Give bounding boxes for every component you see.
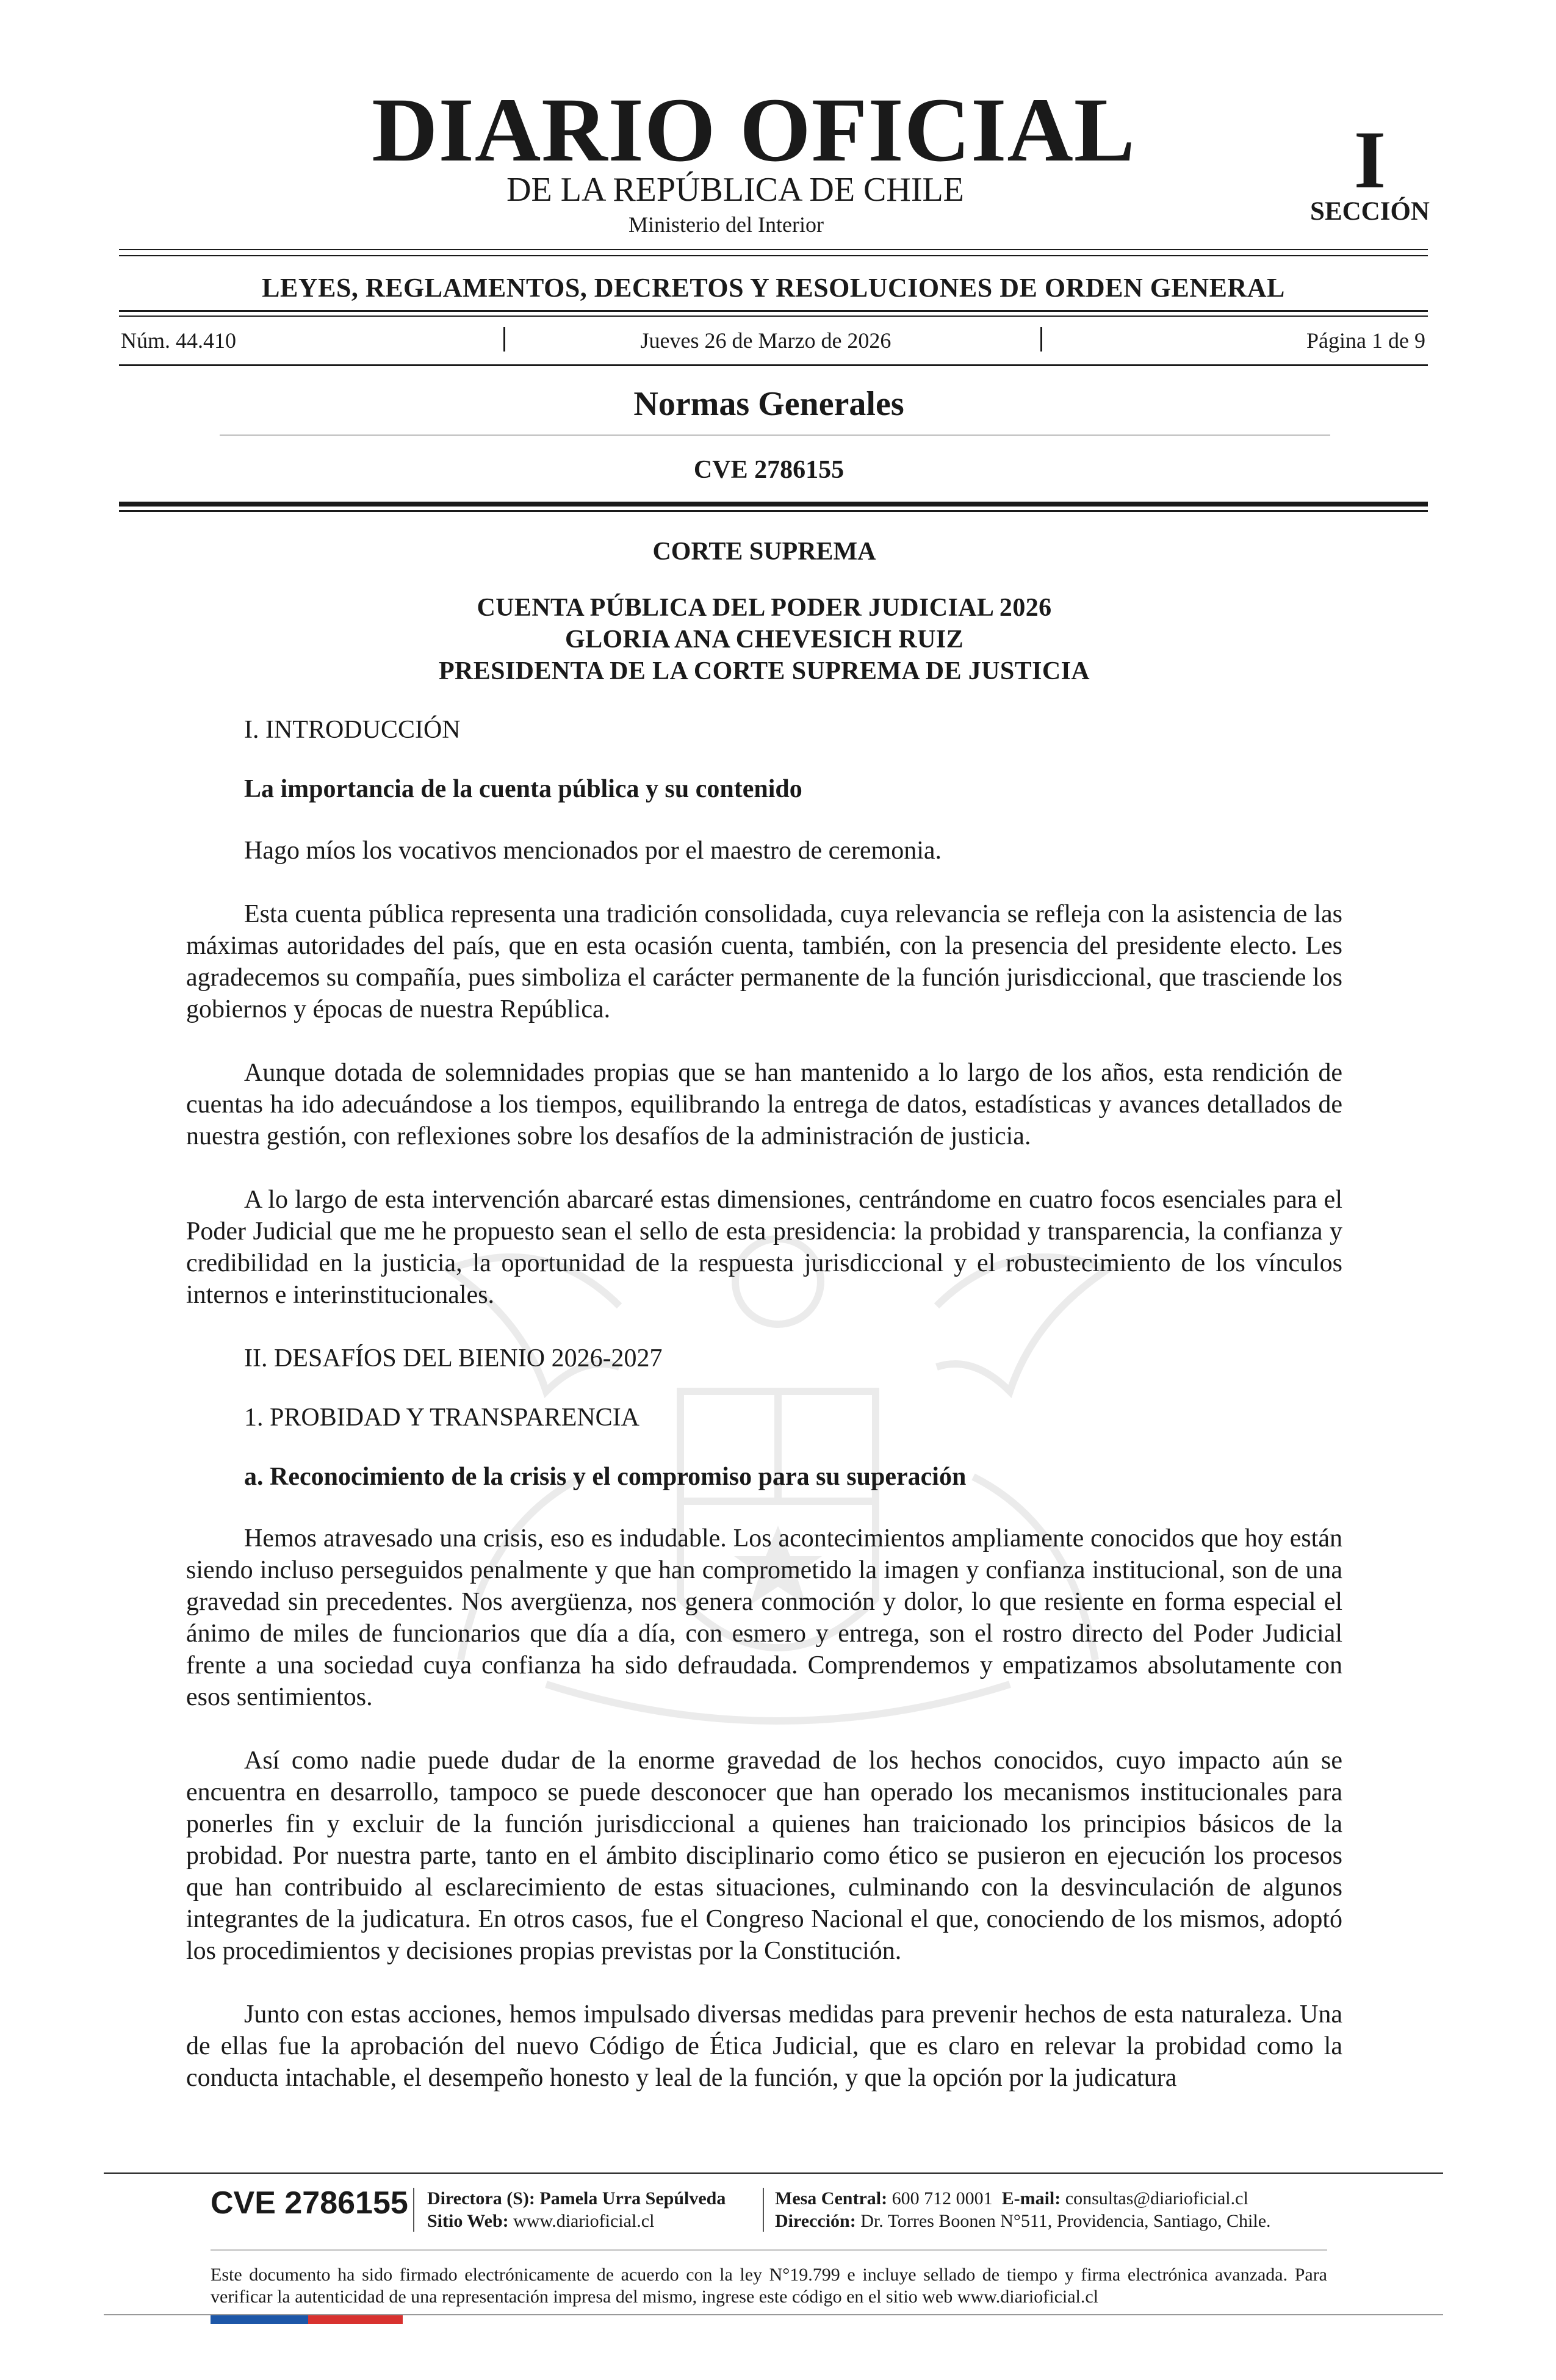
footer-rule-mid xyxy=(211,2249,1327,2251)
subsection-probity-heading: 1. PROBIDAD Y TRANSPARENCIA xyxy=(244,1404,640,1432)
footer-director-block xyxy=(427,2187,726,2232)
paragraph: Hemos atravesado una crisis, eso es indudable. Los acontecimientos ampliamente conocidos que hoy están siendo incluso perseguidos penalmente y que han comprometido la imagen y confianza institucional, son de una gravedad sin precedentes. Nos avergüenza, nos genera conmoción y dolor, lo que resiente en forma especial el ánimo de miles de funcionarios que día a día, con esmero y entrega, son el rostro directo del Poder Judicial frente a una sociedad cuya confianza ha sido defraudada. Comprendemos y empatizamos absolutamente con esos sentimientos. xyxy=(186,1524,1342,1711)
header-rule-light xyxy=(119,510,1428,512)
paragraph: Esta cuenta pública representa una tradición consolidada, cuya relevancia se refleja con la asistencia de las máximas autoridades del país, que en esta ocasión cuenta, también, con la presencia del presidente electo. Les agradecemos su compañía, pues simboliza el carácter permanente de la función jurisdiccional, que trasciende los gobiernos y épocas de nuestra República. xyxy=(186,900,1342,1023)
title-line: CUENTA PÚBLICA DEL PODER JUDICIAL 2026 xyxy=(477,594,1052,622)
ministry-label: Ministerio del Interior xyxy=(629,212,824,237)
category-title: Normas Generales xyxy=(633,385,904,423)
flag-stripe-blue xyxy=(211,2315,308,2324)
mesa-label: Mesa Central: xyxy=(775,2188,888,2209)
director-name: Pamela Urra Sepúlveda xyxy=(539,2188,726,2209)
meta-separator xyxy=(1040,327,1042,352)
meta-rule-top xyxy=(119,310,1428,312)
footer-divider xyxy=(413,2188,414,2232)
header-rule-heavy xyxy=(119,502,1428,507)
masthead-rule-bottom xyxy=(119,255,1428,256)
title-line: PRESIDENTA DE LA CORTE SUPREMA DE JUSTICIA xyxy=(438,657,1090,685)
section-heading: LEYES, REGLAMENTOS, DECRETOS Y RESOLUCIONES DE ORDEN GENERAL xyxy=(262,273,1285,303)
section-label: SECCIÓN xyxy=(1310,197,1430,226)
address-value: Dr. Torres Boonen N°511, Providencia, Santiago, Chile. xyxy=(860,2211,1271,2231)
title-line: GLORIA ANA CHEVESICH RUIZ xyxy=(565,626,963,654)
email-label: E-mail: xyxy=(1001,2188,1061,2209)
legal-notice: Este documento ha sido firmado electrónicamente de acuerdo con la ley N°19.799 e incluye sellado de tiempo y firma electrónica avanzada. Para verificar la autenticidad de una representación impresa del mismo, ingrese este código en el sitio web www.diarioficial.cl xyxy=(211,2265,1327,2307)
footer-cve-code: CVE 2786155 xyxy=(211,2185,408,2221)
document-body xyxy=(186,536,1342,2126)
issue-date: Jueves 26 de Marzo de 2026 xyxy=(640,328,891,353)
issue-number: Núm. 44.410 xyxy=(121,328,236,353)
address-label: Dirección: xyxy=(775,2211,856,2231)
masthead-subtitle: DE LA REPÚBLICA DE CHILE xyxy=(506,171,964,209)
flag-stripe-red xyxy=(308,2315,403,2324)
paragraph: A lo largo de esta intervención abarcaré estas dimensiones, centrándome en cuatro focos esenciales para el Poder Judicial que me he propuesto sean el sello de esta presidencia: la probidad y transparencia, la confianza y credibilidad en la justicia, la oportunidad de la respuesta jurisdiccional y el robustecimiento de los vínculos internos e interinstitucionales. xyxy=(186,1186,1342,1309)
web-link[interactable]: www.diarioficial.cl xyxy=(513,2211,655,2231)
section-numeral: I xyxy=(1353,115,1386,206)
masthead-title: DIARIO OFICIAL xyxy=(372,79,1136,181)
institution-heading: CORTE SUPREMA xyxy=(652,538,876,566)
paragraph: Aunque dotada de solemnidades propias que se han mantenido a lo largo de los años, esta rendición de cuentas ha ido adecuándose a los tiempos, equilibrando la entrega de datos, estadísticas y avances detallados de nuestra gestión, con reflexiones sobre los desafíos de la administración de justicia. xyxy=(186,1059,1342,1150)
section-intro-heading: I. INTRODUCCIÓN xyxy=(244,716,461,744)
footer-rule-top xyxy=(104,2173,1443,2174)
masthead-rule-top xyxy=(119,249,1428,250)
subhead-crisis: a. Reconocimiento de la crisis y el compromiso para su superación xyxy=(244,1463,967,1491)
page-indicator: Página 1 de 9 xyxy=(1306,328,1425,353)
footer-divider xyxy=(763,2188,764,2232)
category-rule xyxy=(220,435,1330,436)
meta-rule-top-2 xyxy=(119,316,1428,317)
cve-code: CVE 2786155 xyxy=(693,456,845,484)
document-title xyxy=(186,592,1342,687)
email-link[interactable]: consultas@diarioficial.cl xyxy=(1065,2188,1248,2209)
paragraph: Así como nadie puede dudar de la enorme gravedad de los hechos conocidos, cuyo impacto aún se encuentra en desarrollo, tampoco se puede desconocer que han operado los mecanismos institucionales para ponerles fin y excluir de la función jurisdiccional a quienes han traicionado los principios básicos de la probidad. Por nuestra parte, tanto en el ámbito disciplinario como ético se pusieron en ejecución los procesos que han contribuido al esclarecimiento de estas situaciones, culminando con la desvinculación de algunos integrantes de la judicatura. En otros casos, fue el Congreso Nacional el que, conociendo de los mismos, adoptó los procedimientos y decisiones propias previstas por la Constitución. xyxy=(186,1747,1342,1965)
subhead-importance: La importancia de la cuenta pública y su contenido xyxy=(244,775,802,803)
section-challenges-heading: II. DESAFÍOS DEL BIENIO 2026-2027 xyxy=(244,1344,663,1372)
web-label: Sitio Web: xyxy=(427,2211,509,2231)
mesa-phone: 600 712 0001 xyxy=(891,2188,993,2209)
meta-rule-bottom xyxy=(119,364,1428,366)
director-label: Directora (S): xyxy=(427,2188,535,2209)
meta-separator xyxy=(503,327,505,352)
paragraph: Junto con estas acciones, hemos impulsado diversas medidas para prevenir hechos de esta naturaleza. Una de ellas fue la aprobación del nuevo Código de Ética Judicial, que es claro en relevar la probidad como la conducta intachable, el desempeño honesto y leal de la función, y que la opción por la judicatura xyxy=(186,2000,1342,2092)
footer-contact-block xyxy=(775,2187,1271,2232)
paragraph: Hago míos los vocativos mencionados por el maestro de ceremonia. xyxy=(244,837,942,865)
